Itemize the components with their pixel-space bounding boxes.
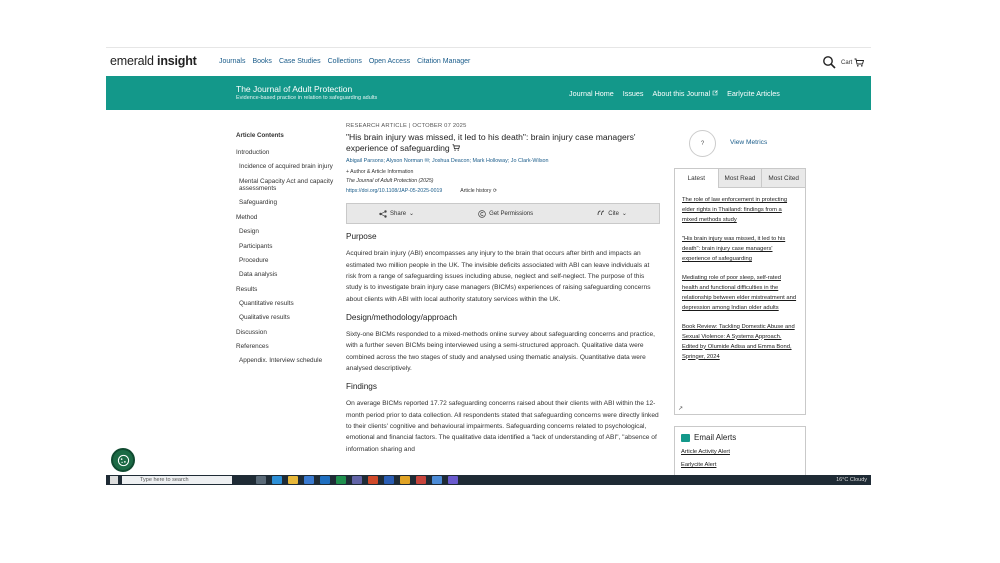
journal-nav-home[interactable]: Journal Home bbox=[569, 89, 614, 98]
toc-item[interactable]: References bbox=[236, 343, 269, 351]
nav-link-collections[interactable]: Collections bbox=[327, 58, 362, 65]
share-button[interactable] bbox=[379, 210, 414, 218]
tab-most-cited[interactable]: Most Cited bbox=[762, 169, 805, 188]
os-taskbar bbox=[106, 475, 871, 485]
system-tray-weather: 16°C Cloudy bbox=[836, 477, 867, 483]
browser-viewport bbox=[106, 47, 871, 485]
cookie-settings-button[interactable] bbox=[111, 448, 135, 472]
external-link-icon bbox=[712, 90, 718, 96]
cart-icon[interactable] bbox=[452, 144, 460, 151]
related-articles-panel bbox=[674, 168, 806, 415]
excel-icon[interactable] bbox=[336, 476, 346, 484]
journal-nav bbox=[569, 89, 780, 98]
cite-label: Cite bbox=[608, 210, 619, 217]
task-view-icon[interactable] bbox=[256, 476, 266, 484]
doi-row bbox=[346, 188, 661, 194]
journal-nav-earlycite[interactable]: Earlycite Articles bbox=[727, 89, 780, 98]
chevron-down-icon: ⌄ bbox=[409, 211, 415, 218]
share-label: Share bbox=[390, 210, 407, 217]
file-explorer-icon[interactable] bbox=[288, 476, 298, 484]
nav-link-books[interactable]: Books bbox=[252, 58, 272, 65]
article-title bbox=[346, 132, 661, 154]
section-paragraph: Sixty-one BICMs responded to a mixed-methods online survey about safeguarding concerns and practice, with a further seven BICMs being interviewed using a semi-structured approach. Qualitative data were combined across the two stages of study and analysed using thematic analysis. Quantitative data were analysed descriptively. bbox=[346, 330, 655, 372]
outlook-icon[interactable] bbox=[320, 476, 330, 484]
toc-list bbox=[236, 149, 336, 365]
logo-bold-text: insight bbox=[157, 54, 197, 68]
latest-article-link[interactable]: Mediating role of poor sleep, self-rated health and functional difficulties in the relationship between elder mistreatment and depression among Indian older adults bbox=[682, 274, 797, 311]
journal-nav-about-label: About this Journal bbox=[652, 89, 711, 98]
toc-item[interactable]: Safeguarding bbox=[239, 199, 278, 207]
toc-item[interactable]: Method bbox=[236, 213, 258, 221]
app-icon[interactable] bbox=[432, 476, 442, 484]
nav-link-journals[interactable]: Journals bbox=[219, 58, 246, 65]
journal-banner bbox=[106, 76, 871, 110]
toc-item[interactable]: Qualitative results bbox=[239, 314, 290, 322]
journal-title[interactable]: The Journal of Adult Protection bbox=[236, 84, 353, 94]
top-navigation bbox=[106, 48, 871, 76]
section-heading: Purpose bbox=[346, 232, 377, 242]
taskbar-app-icons bbox=[256, 476, 458, 484]
abstract-sections bbox=[346, 232, 661, 455]
emerald-insight-logo[interactable] bbox=[110, 54, 197, 68]
toc-item[interactable]: Introduction bbox=[236, 149, 270, 156]
app-icon[interactable] bbox=[416, 476, 426, 484]
journal-citation: The Journal of Adult Protection (2025) bbox=[346, 178, 434, 185]
nav-link-case-studies[interactable]: Case Studies bbox=[278, 58, 321, 65]
teams-icon[interactable] bbox=[352, 476, 362, 484]
toc-item[interactable]: Discussion bbox=[236, 328, 267, 336]
cite-icon bbox=[597, 210, 605, 218]
get-permissions-button[interactable] bbox=[478, 210, 533, 218]
app-icon[interactable] bbox=[448, 476, 458, 484]
search-icon[interactable] bbox=[822, 55, 836, 69]
latest-articles-list bbox=[675, 188, 805, 363]
article-history-label: Article history bbox=[460, 188, 492, 195]
nav-link-citation-manager[interactable]: Citation Manager bbox=[417, 58, 471, 65]
latest-article-link[interactable]: Book Review: Tackling Domestic Abuse and Sexual Violence: A Systems Approach. Edited by Olumide Adisa and Emma Bond, Springer, 2024 bbox=[682, 323, 795, 360]
related-tabs bbox=[675, 169, 805, 188]
powerpoint-icon[interactable] bbox=[368, 476, 378, 484]
tab-most-read[interactable]: Most Read bbox=[719, 169, 763, 188]
latest-article-link[interactable]: The role of law enforcement in protecting elder rights in Thailand: findings from a mixed methods study bbox=[682, 197, 788, 223]
journal-subtitle: Evidence-based practice in relation to safeguarding adults bbox=[236, 95, 378, 101]
cite-button[interactable] bbox=[597, 210, 627, 218]
earlycite-alert-link[interactable]: Earlycite Alert bbox=[681, 462, 717, 468]
toc-item[interactable]: Results bbox=[236, 285, 258, 293]
cookie-icon bbox=[117, 454, 130, 467]
toc-item[interactable]: Procedure bbox=[239, 256, 269, 264]
toc-item[interactable]: Data analysis bbox=[239, 271, 278, 279]
journal-nav-issues[interactable]: Issues bbox=[622, 89, 644, 98]
toc-item[interactable]: Design bbox=[239, 228, 259, 236]
store-icon[interactable] bbox=[304, 476, 314, 484]
logo-light-text: emerald bbox=[110, 54, 154, 68]
cart-button[interactable] bbox=[841, 58, 864, 67]
section-paragraph: Acquired brain injury (ABI) encompasses any injury to the brain that occurs after birth and impacts an estimated two million people in the UK. The invisible deficits associated with ABI can leave individuals at risk from a range of safeguarding issues including abuse, neglect and self-neglect. The purpose of this study is to investigate brain injury case managers (BICMs) experiences of raising safeguarding concerns about clients with ABI with local authority statutory services within the UK. bbox=[346, 250, 651, 303]
share-icon bbox=[379, 210, 387, 218]
chrome-icon[interactable] bbox=[400, 476, 410, 484]
history-icon: ⟳ bbox=[492, 188, 498, 195]
primary-nav-links bbox=[219, 58, 470, 65]
toc-item[interactable]: Appendix. Interview schedule bbox=[239, 357, 323, 365]
copyright-icon bbox=[478, 210, 486, 218]
section-paragraph: On average BICMs reported 17.72 safeguarding concerns raised about their clients with ABI within the 12-month period prior to data collection. All respondents stated that safeguarding concerns were directly linked to their clients' cognitive and behavioural impairments. Safeguarding concerns related to psychological, emotional and financial factors. The qualitative data identified a "lack of understanding of ABI", "absence of information sharing and bbox=[346, 400, 659, 453]
toc-item[interactable]: Mental Capacity Act and capacity assessments bbox=[239, 177, 334, 193]
tab-latest[interactable]: Latest bbox=[675, 169, 719, 188]
author-info-toggle[interactable]: + Author & Article Information bbox=[346, 169, 414, 176]
word-icon[interactable] bbox=[384, 476, 394, 484]
edge-icon[interactable] bbox=[272, 476, 282, 484]
toc-title: Article Contents bbox=[236, 132, 284, 139]
get-permissions-label: Get Permissions bbox=[489, 210, 534, 217]
doi-link[interactable]: https://doi.org/10.1108/JAP-05-2025-0019 bbox=[346, 188, 443, 195]
toc-item[interactable]: Participants bbox=[239, 242, 273, 250]
latest-article-link[interactable]: "His brain injury was missed, it led to his death": brain injury case managers' experience of safeguarding bbox=[682, 235, 786, 262]
article-title-text: "His brain injury was missed, it led to his death": brain injury case managers' experience of safeguarding bbox=[346, 132, 636, 154]
article-activity-alert-link[interactable]: Article Activity Alert bbox=[681, 449, 730, 455]
view-metrics-link[interactable]: View Metrics bbox=[730, 139, 768, 146]
author-list[interactable]: Abigail Parsons; Alyson Norman ✉; Joshua Deacon; Mark Holloway; Jo Clark-Wilson bbox=[346, 158, 549, 165]
taskbar-search-input[interactable]: Type here to search bbox=[122, 476, 232, 484]
toc-item[interactable]: Quantitative results bbox=[239, 299, 294, 307]
windows-start-icon[interactable] bbox=[110, 476, 118, 484]
cart-icon bbox=[854, 58, 864, 67]
article-history-toggle[interactable] bbox=[460, 188, 497, 194]
loading-spinner-icon: ↗ bbox=[678, 406, 684, 412]
journal-nav-about[interactable] bbox=[653, 89, 719, 98]
email-alerts-title: Email Alerts bbox=[694, 433, 737, 442]
article-body bbox=[346, 123, 661, 455]
cart-label: Cart bbox=[841, 59, 853, 66]
email-alerts-heading bbox=[681, 433, 799, 442]
section-heading: Design/methodology/approach bbox=[346, 312, 458, 322]
article-toolbar bbox=[346, 203, 660, 224]
altmetric-badge[interactable]: ? bbox=[689, 130, 716, 157]
section-heading: Findings bbox=[346, 382, 377, 392]
article-meta: RESEARCH ARTICLE | OCTOBER 07 2025 bbox=[346, 123, 467, 129]
article-contents bbox=[236, 132, 336, 372]
mail-icon bbox=[681, 434, 690, 442]
toc-item[interactable]: Incidence of acquired brain injury bbox=[239, 163, 333, 171]
chevron-down-icon: ⌄ bbox=[621, 211, 627, 218]
nav-link-open-access[interactable]: Open Access bbox=[368, 58, 411, 65]
